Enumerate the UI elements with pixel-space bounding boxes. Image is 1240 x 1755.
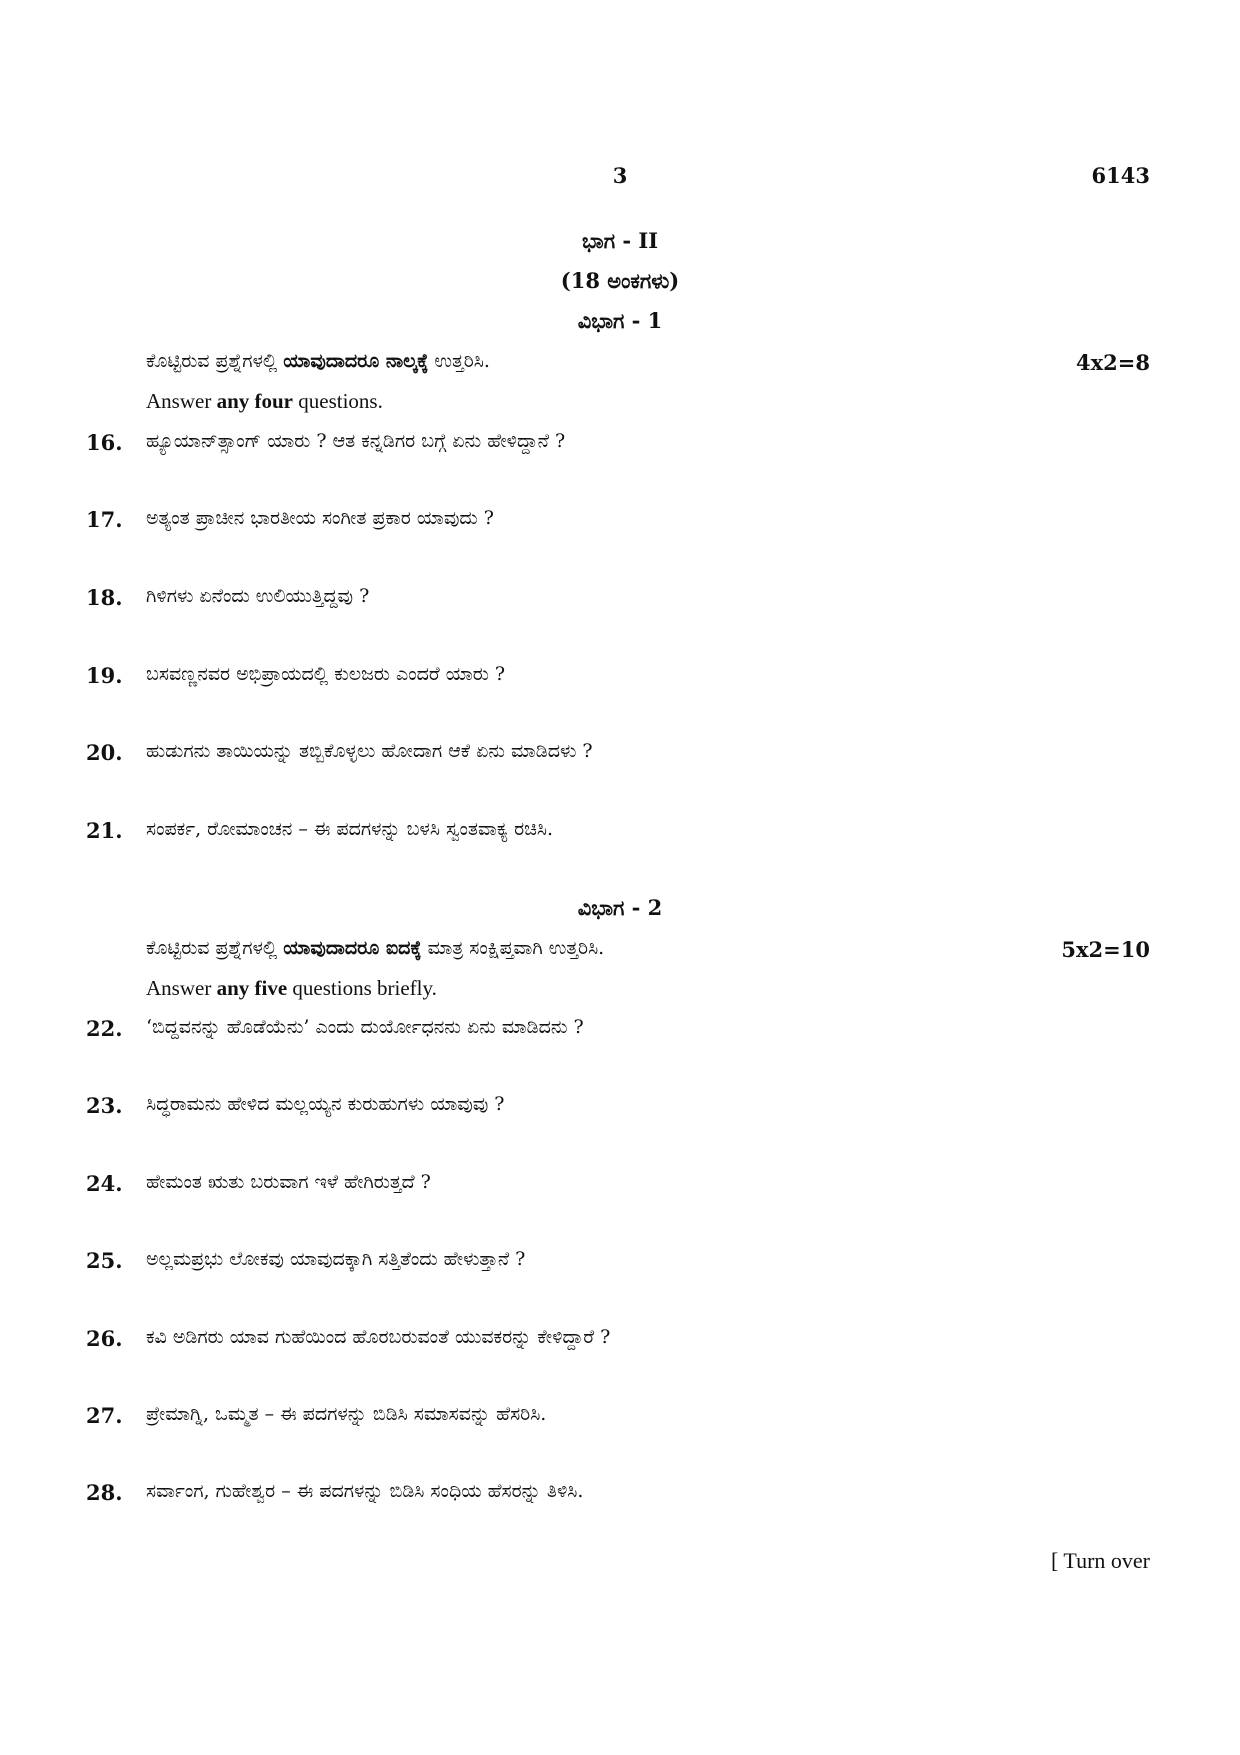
question-number: 20.	[86, 740, 123, 765]
question-text: ಸಿದ್ಧರಾಮನು ಹೇಳಿದ ಮಲ್ಲಯ್ಯನ ಕುರುಹುಗಳು ಯಾವುವು ?	[146, 1093, 505, 1115]
question-item	[86, 1248, 525, 1273]
question-item	[86, 1326, 610, 1351]
part-marks: (18 ಅಂಕಗಳು)	[560, 268, 680, 293]
question-text: ಹುಡುಗನು ತಾಯಿಯನ್ನು ತಬ್ಬಿಕೊಳ್ಳಲು ಹೋದಾಗ ಆಕೆ ಏನು ಮಾಡಿದಳು ?	[146, 740, 593, 762]
question-item	[86, 818, 553, 843]
question-number: 23.	[86, 1093, 123, 1118]
paper-code: 6143	[1091, 163, 1150, 188]
question-text: ‘ಬಿದ್ದವನನ್ನು ಹೊಡೆಯೆನು’ ಎಂದು ದುರ್ಯೋಧನನು ಏನು ಮಾಡಿದನು ?	[146, 1016, 584, 1038]
question-item	[86, 1093, 504, 1118]
section-1-english-instruction	[146, 389, 383, 414]
question-text: ಅತ್ಯಂತ ಪ್ರಾಚೀನ ಭಾರತೀಯ ಸಂಗೀತ ಪ್ರಕಾರ ಯಾವುದು ?	[146, 507, 494, 529]
section-1-instruction	[146, 350, 490, 372]
instruction-text: ಮಾತ್ರ ಸಂಕ್ಷಿಪ್ತವಾಗಿ ಉತ್ತರಿಸಿ.	[421, 937, 605, 959]
question-text: ಗಿಳಿಗಳು ಏನೆಂದು ಉಲಿಯುತ್ತಿದ್ದವು ?	[146, 585, 370, 607]
question-text: ಹ್ಯೂಯಾನ್‌ತ್ಸಾಂಗ್ ಯಾರು ? ಆತ ಕನ್ನಡಿಗರ ಬಗ್ಗೆ ಏನು ಹೇಳಿದ್ದಾನೆ ?	[146, 430, 566, 452]
question-item	[86, 740, 593, 765]
page-number: 3	[612, 163, 628, 188]
instruction-text: questions briefly.	[287, 976, 437, 1000]
question-number: 21.	[86, 818, 123, 843]
section-1-title: ವಿಭಾಗ - 1	[577, 308, 663, 333]
instruction-emphasis: any four	[216, 389, 294, 413]
question-number: 25.	[86, 1248, 123, 1273]
question-number: 19.	[86, 663, 123, 688]
question-text: ಅಲ್ಲಮಪ್ರಭು ಲೋಕವು ಯಾವುದಕ್ಕಾಗಿ ಸತ್ತಿತೆಂದು ಹೇಳುತ್ತಾನೆ ?	[146, 1248, 526, 1270]
question-number: 27.	[86, 1403, 123, 1428]
question-number: 16.	[86, 430, 123, 455]
instruction-text: ಕೊಟ್ಟಿರುವ ಪ್ರಶ್ನೆಗಳಲ್ಲಿ	[146, 350, 284, 372]
question-number: 28.	[86, 1480, 123, 1505]
question-item	[86, 1480, 583, 1505]
question-item	[86, 1171, 431, 1196]
instruction-text: ಕೊಟ್ಟಿರುವ ಪ್ರಶ್ನೆಗಳಲ್ಲಿ	[146, 937, 284, 959]
question-number: 18.	[86, 585, 123, 610]
question-text: ಹೇಮಂತ ಋತು ಬರುವಾಗ ಇಳೆ ಹೇಗಿರುತ್ತದೆ ?	[146, 1171, 431, 1193]
instruction-emphasis: ಯಾವುದಾದರೂ ಐದಕ್ಕೆ	[283, 937, 422, 959]
question-item	[86, 507, 494, 532]
section-1-marks: 4x2=8	[1076, 350, 1150, 375]
question-number: 17.	[86, 507, 123, 532]
part-title: ಭಾಗ - II	[581, 228, 659, 253]
question-item	[86, 585, 369, 610]
question-text: ಸಂಪರ್ಕ, ರೋಮಾಂಚನ – ಈ ಪದಗಳನ್ನು ಬಳಸಿ ಸ್ವಂತವಾಕ್ಯ ರಚಿಸಿ.	[146, 818, 554, 840]
question-item	[86, 430, 565, 455]
section-2-english-instruction	[146, 976, 437, 1001]
instruction-text: Answer	[146, 976, 217, 1000]
question-item	[86, 1403, 546, 1428]
question-number: 24.	[86, 1171, 123, 1196]
turn-over-note: [ Turn over	[1050, 1548, 1150, 1573]
instruction-emphasis: any five	[216, 976, 288, 1000]
question-text: ಪ್ರೇಮಾಗ್ನಿ, ಒಮ್ಮತ – ಈ ಪದಗಳನ್ನು ಬಿಡಿಸಿ ಸಮಾಸವನ್ನು ಹೆಸರಿಸಿ.	[146, 1403, 547, 1425]
instruction-emphasis: ಯಾವುದಾದರೂ ನಾಲ್ಕಕ್ಕೆ	[283, 350, 429, 372]
question-text: ಬಸವಣ್ಣನವರ ಅಭಿಪ್ರಾಯದಲ್ಲಿ ಕುಲಜರು ಎಂದರೆ ಯಾರು ?	[146, 663, 506, 685]
question-text: ಸರ್ವಾಂಗ, ಗುಹೇಶ್ವರ – ಈ ಪದಗಳನ್ನು ಬಿಡಿಸಿ ಸಂಧಿಯ ಹೆಸರನ್ನು ತಿಳಿಸಿ.	[146, 1480, 584, 1502]
question-number: 26.	[86, 1326, 123, 1351]
section-2-marks: 5x2=10	[1061, 937, 1150, 962]
question-text: ಕವಿ ಅಡಿಗರು ಯಾವ ಗುಹೆಯಿಂದ ಹೊರಬರುವಂತೆ ಯುವಕರನ್ನು ಕೇಳಿದ್ದಾರೆ ?	[146, 1326, 611, 1348]
instruction-text: questions.	[293, 389, 383, 413]
question-number: 22.	[86, 1016, 123, 1041]
question-item	[86, 663, 505, 688]
question-item	[86, 1016, 584, 1041]
section-2-title: ವಿಭಾಗ - 2	[577, 895, 663, 920]
instruction-text: ಉತ್ತರಿಸಿ.	[428, 350, 490, 372]
instruction-text: Answer	[146, 389, 217, 413]
section-2-instruction	[146, 937, 604, 959]
